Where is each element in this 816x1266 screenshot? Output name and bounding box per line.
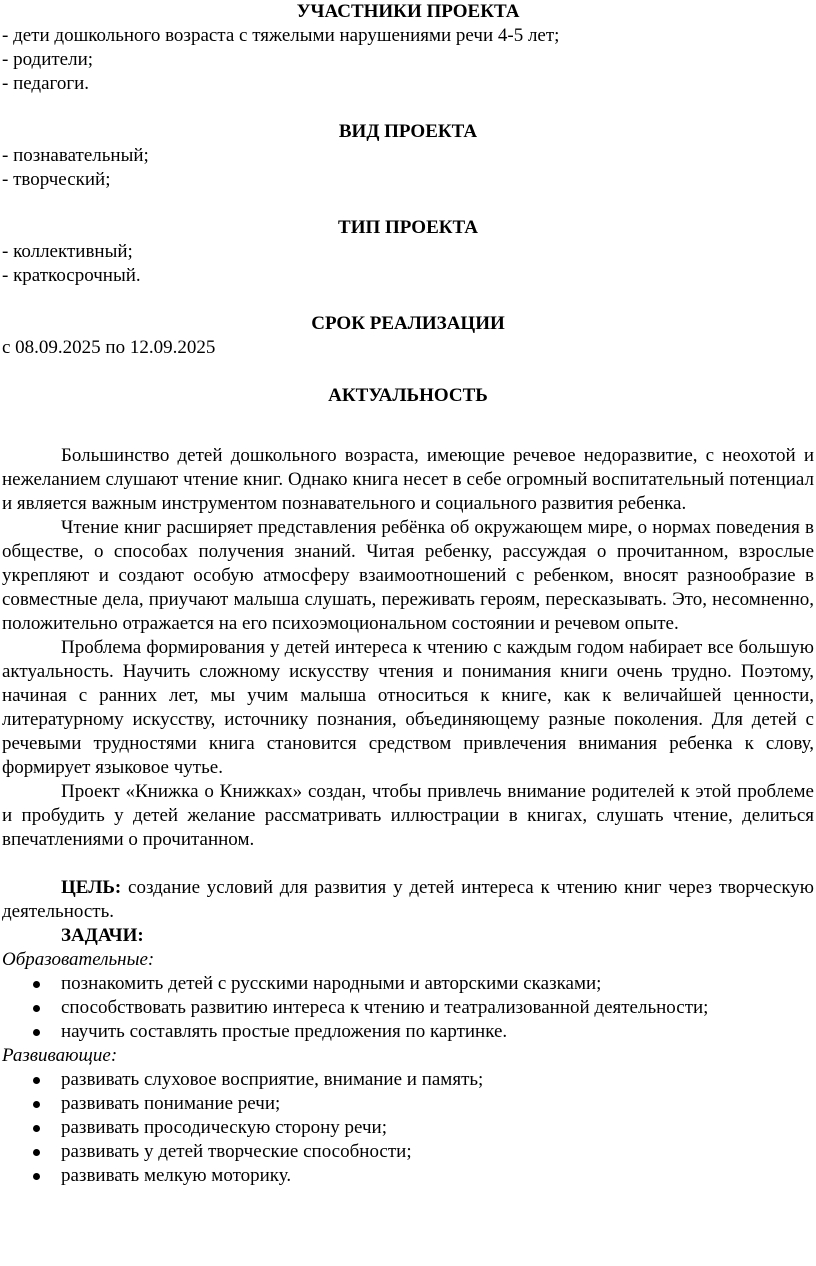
bullet-icon: [33, 981, 40, 988]
list-item-text: познакомить детей с русскими народными и авторскими сказками;: [61, 973, 602, 994]
list-item: [2, 972, 814, 996]
project-kind-heading: ВИД ПРОЕКТА: [338, 121, 478, 142]
tasks-heading: ЗАДАЧИ:: [61, 925, 144, 946]
relevance-paragraph: Проблема формирования у детей интереса к чтению с каждым годом набирает все большую актуальность. Научить сложному искусству чтения и понимания книги очень трудно. Поэтому, начиная с ранних лет, мы учим малыша относиться к книге, как к величайшей ценности, литературному искусству, источнику познания, объединяющему разные поколения. Для детей с речевыми трудностями книга становится средством привлечения внимания ребенка к слову, формирует языковое чутье.: [2, 637, 814, 778]
relevance-paragraph: Большинство детей дошкольного возраста, имеющие речевое недоразвитие, с неохотой и нежеланием слушают чтение книг. Однако книга несет в себе огромный воспитательный потенциал и является важным инструментом познавательного и социального развития ребенка.: [2, 445, 814, 514]
list-item-text: развивать понимание речи;: [61, 1093, 281, 1114]
term-heading: СРОК РЕАЛИЗАЦИИ: [311, 313, 505, 334]
term-value: с 08.09.2025 по 12.09.2025: [2, 337, 216, 358]
list-item-text: развивать просодическую сторону речи;: [61, 1117, 387, 1138]
bullet-icon: [33, 1125, 40, 1132]
bullet-icon: [33, 1149, 40, 1156]
spacer: [2, 432, 814, 444]
bullet-icon: [33, 1173, 40, 1180]
relevance-paragraph: Чтение книг расширяет представления ребёнка об окружающем мире, о нормах поведения в обществе, о способах получения знаний. Читая ребенку, рассуждая о прочитанном, взрослые укрепляют и создают особую атмосферу взаимоотношений с ребенком, вносят разнообразие в совместные дела, приучают малыша слушать, переживать героям, пересказывать. Это, несомненно, положительно отражается на его психоэмоциональном состоянии и речевом опыте.: [2, 517, 814, 634]
spacer: [2, 288, 814, 312]
educational-list: [2, 972, 814, 1044]
list-item-text: способствовать развитию интереса к чтению и театрализованной деятельности;: [61, 997, 709, 1018]
educational-subheading: Образовательные:: [2, 949, 155, 970]
list-item-text: научить составлять простые предложения по картинке.: [61, 1021, 508, 1042]
list-item: [2, 1164, 814, 1188]
list-item-text: развивать у детей творческие способности;: [61, 1141, 412, 1162]
list-item-text: развивать слуховое восприятие, внимание и память;: [61, 1069, 484, 1090]
spacer: [2, 96, 814, 120]
goal-paragraph: [2, 876, 814, 924]
bullet-icon: [33, 1029, 40, 1036]
spacer: [2, 360, 814, 384]
list-item-text: развивать мелкую моторику.: [61, 1165, 292, 1186]
relevance-paragraph: Проект «Книжка о Книжках» создан, чтобы привлечь внимание родителей к этой проблеме и пробудить у детей желание рассматривать иллюстрации в книгах, слушать чтение, делиться впечатлениями о прочитанном.: [2, 781, 814, 850]
list-item: [2, 1116, 814, 1140]
spacer: [2, 192, 814, 216]
project-type-heading: ТИП ПРОЕКТА: [338, 217, 478, 238]
list-item: [2, 1092, 814, 1116]
spacer: [2, 408, 814, 432]
participants-item: - педагоги.: [2, 73, 90, 94]
project-kind-item: - познавательный;: [2, 145, 149, 166]
list-item: [2, 1140, 814, 1164]
project-kind-item: - творческий;: [2, 169, 111, 190]
project-type-item: - краткосрочный.: [2, 265, 141, 286]
project-type-item: - коллективный;: [2, 241, 133, 262]
bullet-icon: [33, 1005, 40, 1012]
goal-label: ЦЕЛЬ:: [61, 877, 122, 898]
bullet-icon: [33, 1077, 40, 1084]
goal-text: создание условий для развития у детей интереса к чтению книг через творческую деятельность.: [2, 877, 814, 922]
participants-item: - дети дошкольного возраста с тяжелыми нарушениями речи 4-5 лет;: [2, 25, 560, 46]
spacer: [2, 852, 814, 876]
list-item: [2, 1068, 814, 1092]
relevance-heading: АКТУАЛЬНОСТЬ: [328, 385, 488, 406]
list-item: [2, 996, 814, 1020]
participants-heading: УЧАСТНИКИ ПРОЕКТА: [296, 1, 520, 22]
developing-list: [2, 1068, 814, 1188]
developing-subheading: Развивающие:: [2, 1045, 118, 1066]
list-item: [2, 1020, 814, 1044]
participants-item: - родители;: [2, 49, 94, 70]
bullet-icon: [33, 1101, 40, 1108]
